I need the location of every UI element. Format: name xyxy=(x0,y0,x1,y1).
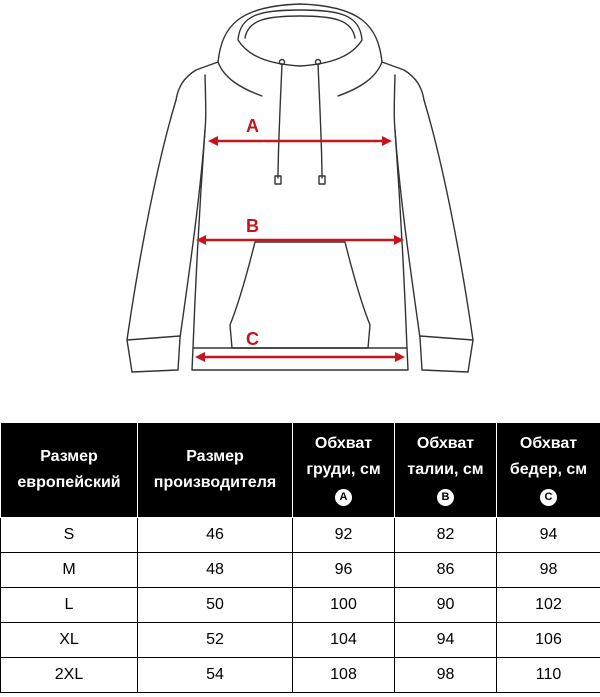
table-row xyxy=(1,518,600,553)
cell-eu-size: 2XL xyxy=(1,658,138,693)
header-line: Обхват xyxy=(519,435,578,452)
measure-line-a xyxy=(208,136,392,146)
cell-hips: 94 xyxy=(497,518,600,553)
header-waist xyxy=(395,423,497,518)
header-line: Размер xyxy=(186,448,244,465)
cell-hips: 98 xyxy=(497,553,600,588)
cell-waist: 90 xyxy=(395,588,497,623)
cell-maker-size: 46 xyxy=(138,518,293,553)
header-eu-size xyxy=(1,423,138,518)
cell-hips: 102 xyxy=(497,588,600,623)
cell-maker-size: 48 xyxy=(138,553,293,588)
table-row xyxy=(1,658,600,693)
measure-line-b xyxy=(196,235,404,245)
badge-a: A xyxy=(335,489,352,506)
header-line: производителя xyxy=(153,474,277,491)
badge-b: B xyxy=(437,489,454,506)
header-line: груди, см xyxy=(306,461,381,478)
cell-waist: 82 xyxy=(395,518,497,553)
cell-chest: 92 xyxy=(293,518,395,553)
header-line: бедер, см xyxy=(509,461,588,478)
header-line: талии, см xyxy=(407,461,484,478)
hoodie-outline xyxy=(127,4,473,372)
header-line: Обхват xyxy=(416,435,475,452)
cell-chest: 100 xyxy=(293,588,395,623)
measure-label-a: A xyxy=(246,116,259,136)
cell-eu-size: S xyxy=(1,518,138,553)
header-maker-size xyxy=(138,423,293,518)
cell-maker-size: 54 xyxy=(138,658,293,693)
cell-hips: 110 xyxy=(497,658,600,693)
measure-label-b: B xyxy=(246,216,259,236)
cell-eu-size: XL xyxy=(1,623,138,658)
table-row xyxy=(1,623,600,658)
cell-eu-size: L xyxy=(1,588,138,623)
size-table xyxy=(0,422,600,693)
header-chest xyxy=(293,423,395,518)
badge-c: C xyxy=(540,489,557,506)
header-line: Размер xyxy=(40,448,98,465)
cell-chest: 108 xyxy=(293,658,395,693)
cell-chest: 96 xyxy=(293,553,395,588)
table-row xyxy=(1,588,600,623)
table-header-row xyxy=(1,423,600,518)
cell-hips: 106 xyxy=(497,623,600,658)
table-row xyxy=(1,553,600,588)
cell-eu-size: M xyxy=(1,553,138,588)
cell-waist: 98 xyxy=(395,658,497,693)
cell-maker-size: 52 xyxy=(138,623,293,658)
cell-chest: 104 xyxy=(293,623,395,658)
measure-line-c xyxy=(195,352,405,362)
cell-waist: 94 xyxy=(395,623,497,658)
cell-maker-size: 50 xyxy=(138,588,293,623)
header-hips xyxy=(497,423,600,518)
header-line: Обхват xyxy=(314,435,373,452)
cell-waist: 86 xyxy=(395,553,497,588)
header-line: европейский xyxy=(17,474,121,491)
measure-label-c: C xyxy=(246,329,259,349)
